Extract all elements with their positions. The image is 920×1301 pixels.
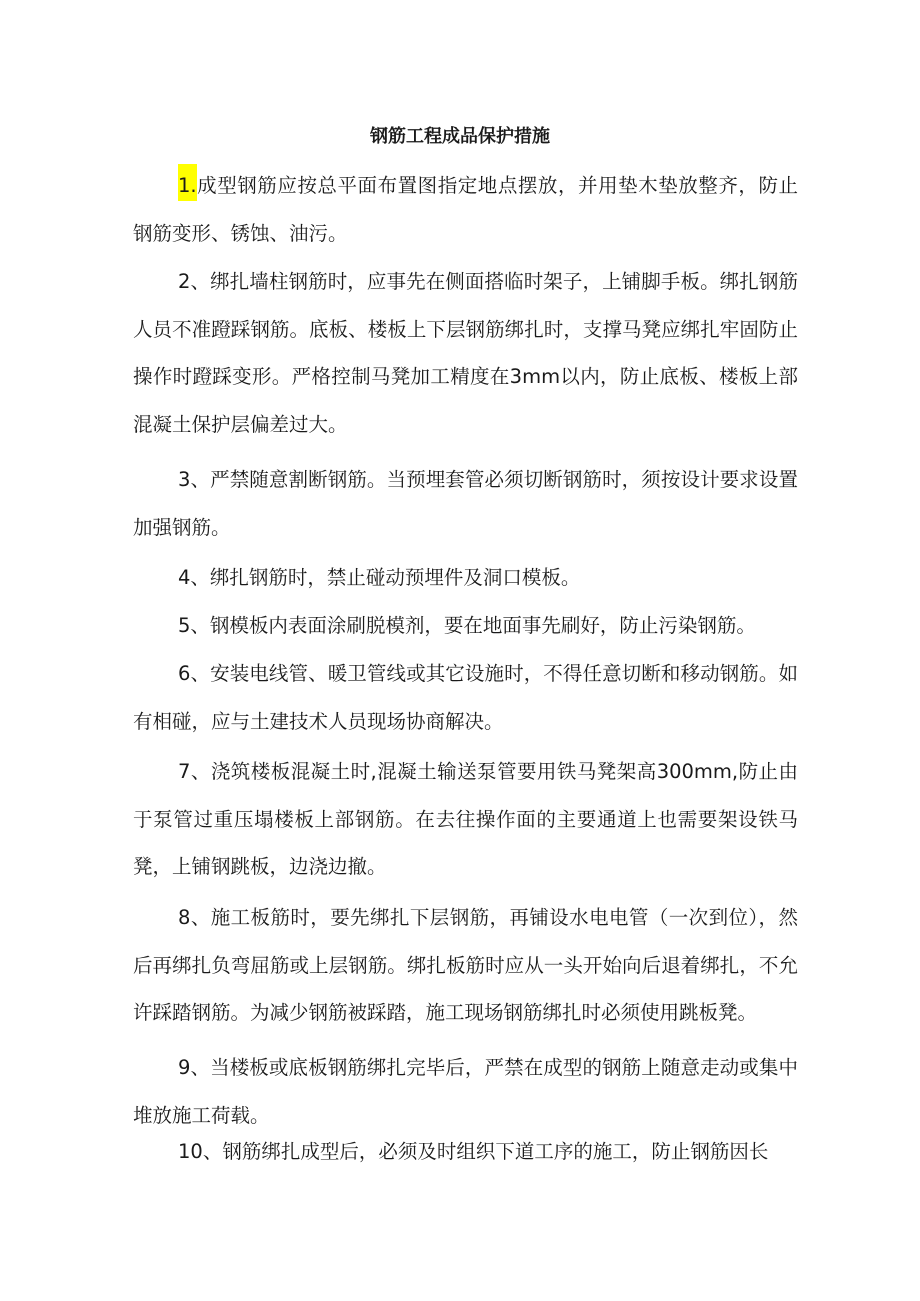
paragraph-1: [133, 162, 798, 257]
paragraph-2-text: 绑扎墙柱钢筋时，应事先在侧面搭临时架子，上铺脚手板。绑扎钢筋人员不准蹬踩钢筋。底板、楼板上下层钢筋绑扎时，支撑马凳应绑扎牢固防止操作时蹬踩变形。严格控制马凳加工精度在3mm以内，防止底板、楼板上部混凝土保护层偏差过大。: [133, 270, 798, 436]
paragraph-5-text: 钢模板内表面涂刷脱模剂，要在地面事先刷好，防止污染钢筋。: [209, 614, 756, 637]
paragraph-7: [133, 748, 798, 891]
paragraph-6: [133, 650, 798, 745]
paragraph-6-number: 6、: [178, 662, 211, 685]
paragraph-5: [133, 602, 798, 650]
paragraph-3-text: 严禁随意割断钢筋。当预埋套管必须切断钢筋时，须按设计要求设置加强钢筋。: [133, 468, 798, 539]
paragraph-7-text: 浇筑楼板混凝土时,混凝土输送泵管要用铁马凳架高300mm,防止由于泵管过重压塌楼板上部钢筋。在去往操作面的主要通道上也需要架设铁马凳，上铺钢跳板，边浇边撤。: [133, 760, 798, 879]
paragraph-8: [133, 894, 798, 1037]
paragraph-3-number: 3、: [178, 468, 211, 491]
paragraph-9: [133, 1044, 798, 1139]
paragraph-2: [133, 258, 798, 448]
paragraph-4: [133, 554, 798, 602]
paragraph-7-number: 7、: [178, 760, 211, 783]
paragraph-1-number: 1.: [178, 164, 197, 201]
paragraph-10: [133, 1128, 798, 1176]
paragraph-10-number: 10、: [178, 1140, 223, 1163]
paragraph-1-text: 成型钢筋应按总平面布置图指定地点摆放，并用垫木垫放整齐，防止钢筋变形、锈蚀、油污。: [133, 174, 798, 245]
paragraph-9-number: 9、: [178, 1056, 211, 1079]
paragraph-8-text: 施工板筋时，要先绑扎下层钢筋，再铺设水电电管（一次到位），然后再绑扎负弯屈筋或上层钢筋。绑扎板筋时应从一头开始向后退着绑扎，不允许踩踏钢筋。为减少钢筋被踩踏，施工现场钢筋绑扎时必须使用跳板凳。: [133, 906, 798, 1025]
document-title: 钢筋工程成品保护措施: [370, 126, 550, 147]
paragraph-4-text: 绑扎钢筋时，禁止碰动预埋件及洞口模板。: [209, 566, 581, 589]
paragraph-10-text: 钢筋绑扎成型后，必须及时组织下道工序的施工，防止钢筋因长: [222, 1140, 769, 1163]
paragraph-6-text: 安装电线管、暖卫管线或其它设施时，不得任意切断和移动钢筋。如有相碰，应与土建技术人员现场协商解决。: [133, 662, 798, 733]
paragraph-9-text: 当楼板或底板钢筋绑扎完毕后，严禁在成型的钢筋上随意走动或集中堆放施工荷载。: [133, 1056, 798, 1127]
paragraph-8-number: 8、: [178, 906, 211, 929]
paragraph-4-number: 4、: [178, 566, 210, 589]
paragraph-5-number: 5、: [178, 614, 210, 637]
paragraph-3: [133, 456, 798, 551]
paragraph-2-number: 2、: [178, 270, 211, 293]
